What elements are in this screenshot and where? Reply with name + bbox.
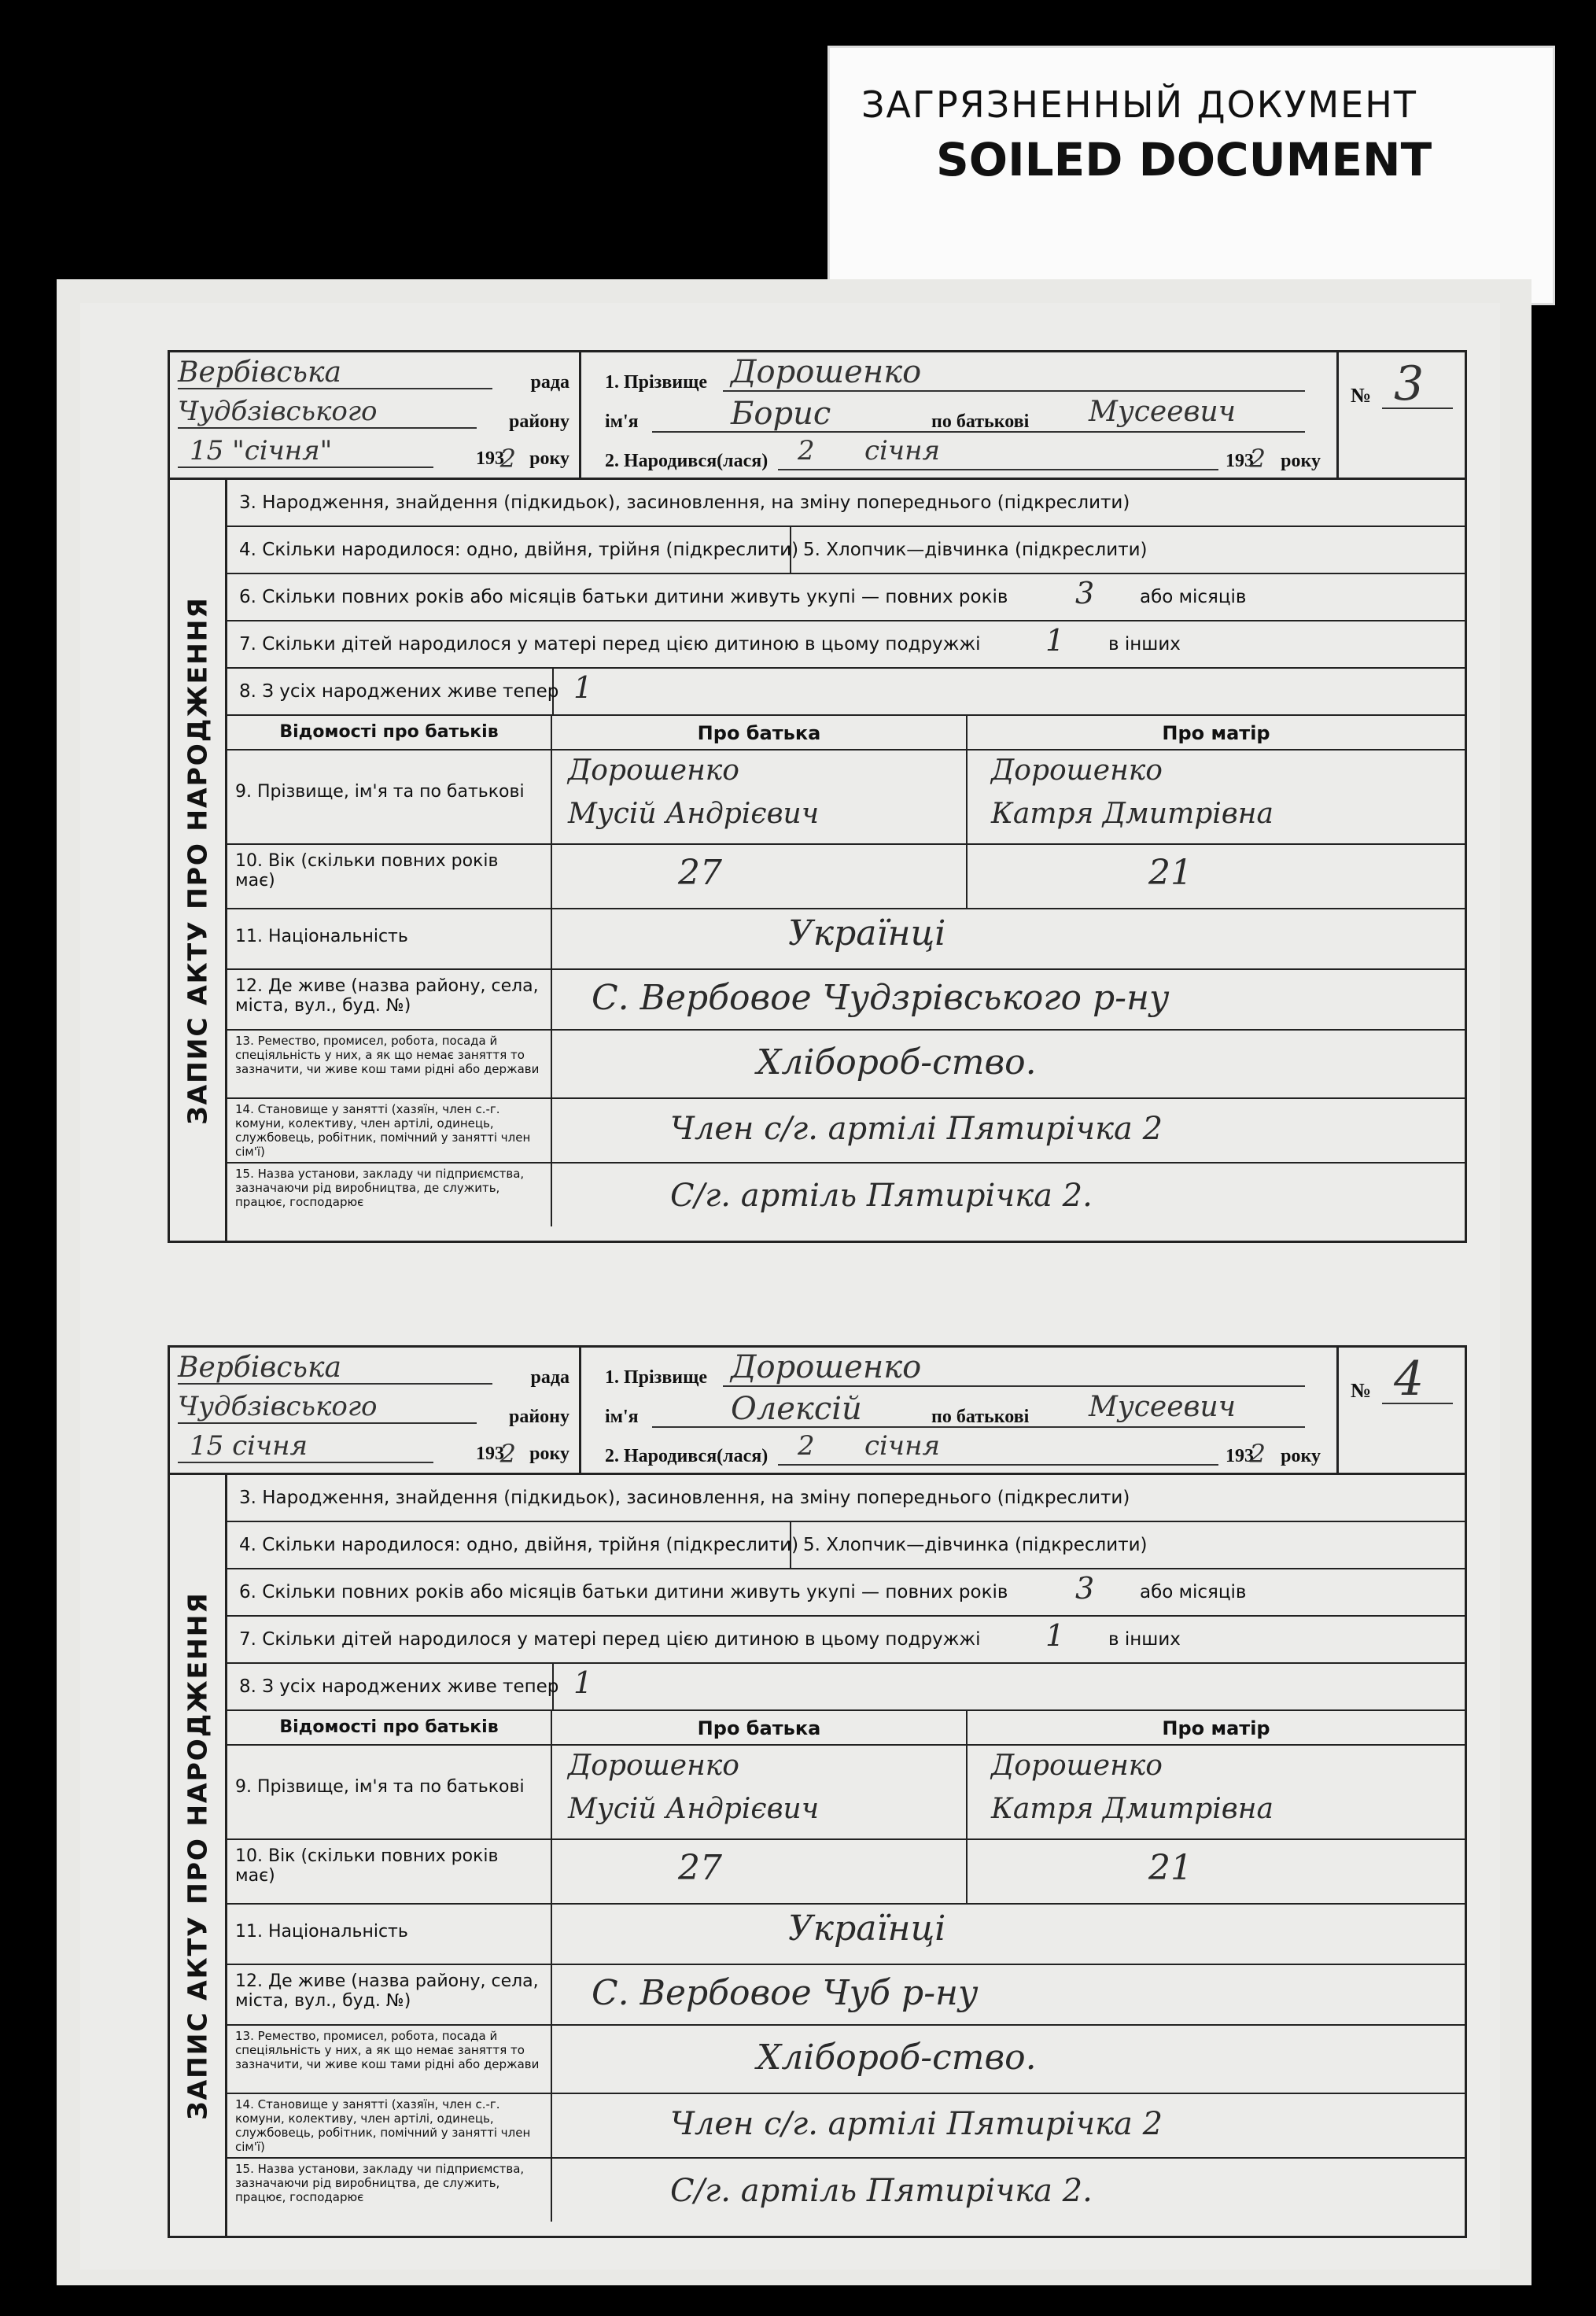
q6-years-value: 3 [1075,1571,1095,1606]
rada-label: рада [530,372,569,393]
father-name-value: Мусій Андрієвич [568,798,820,830]
mother-name-value: Катря Дмитрівна [991,798,1273,830]
q4-text: 4. Скільки народилося: одно, двійня, трійня (підкреслити) [239,1535,799,1555]
record-number-value: 3 [1394,356,1425,411]
father-surname-value: Дорошенко [568,754,739,787]
rayon-label: району [508,411,569,432]
q8-text: 8. З усіх народжених живе тепер [239,1676,559,1697]
parents-header: Відомості про батьків [227,716,552,749]
father-name-value: Мусій Андрієвич [568,1793,820,1825]
vertical-title: ЗАПИС АКТУ ПРО НАРОДЖЕННЯ [182,596,213,1125]
born-label: 2. Народився(лася) [605,451,769,471]
mother-name-value: Катря Дмитрівна [991,1793,1273,1825]
nationality-value: Українці [788,1908,946,1949]
parents-header: Відомості про батьків [227,1711,552,1744]
occupation-value: Хлібороб-ство. [757,2038,1037,2078]
record-header [168,350,1467,480]
q7-children-value: 1 [1045,623,1065,658]
born-roku-label: року [1281,451,1321,471]
patronymic-value: Мусеевич [1089,396,1237,428]
q8-text: 8. З усіх народжених живе тепер [239,681,559,702]
q6-text: 6. Скільки повних років або місяців батьки дитини живуть укупі — повних років [239,587,1008,607]
q7-text: 7. Скільки дітей народилося у матері перед цією дитиною в цьому подружжі [239,634,981,655]
district-value: Чудбзівського [178,396,378,427]
born-day-value: 2 [798,1430,815,1462]
year-prefix-label: 193 [476,448,504,469]
institution-value: С/г. артіль Пятирічка 2. [670,1178,1093,1214]
q7-children-value: 1 [1045,1618,1065,1653]
father-header: Про батька [552,716,968,749]
surname-value: Дорошенко [731,354,922,390]
q14-text: 14. Становище у занятті (хазяїн, член с.-г. комуни, колективу, член артілі, одинець, службовець, робітник, помічний у занятті член сім'ї) [227,2094,552,2157]
patronymic-value: Мусеевич [1089,1391,1237,1423]
position-value: Член с/г. артілі Пятирічка 2 [670,1111,1163,1147]
stamp-line-ru: ЗАГРЯЗНЕННЫЙ ДОКУМЕНТ [861,83,1417,126]
q13-text: 13. Ремество, промисел, робота, посада й спеціяльність у них, а як що немає заняття то зазначити, чи живе кош тами рідні або держави [227,1031,552,1097]
q3-text: 3. Народження, знайдення (підкидьок), засиновлення, на зміну попереднього (підкреслити) [239,492,1130,513]
rayon-label: району [508,1407,569,1427]
council-value: Вербівська [178,1352,341,1384]
q12-text: 12. Де живе (назва району, села, міста, вул., буд. №) [227,1965,552,2024]
mother-age-value: 21 [1148,853,1192,893]
year-suffix-value: 2 [499,444,516,474]
father-header: Про батька [552,1711,968,1744]
record-body [168,1475,1467,2238]
born-day-value: 2 [798,435,815,467]
born-month-value: січня [864,435,940,467]
position-value: Член с/г. артілі Пятирічка 2 [670,2106,1163,2142]
patronymic-label: по батькові [931,1407,1030,1427]
number-label: № [1351,1379,1372,1402]
nationality-value: Українці [788,913,946,953]
q11-text: 11. Національність [227,1905,552,1964]
name-value: Олексій [731,1391,862,1427]
year-suffix-value: 2 [499,1439,516,1469]
q3-text: 3. Народження, знайдення (підкидьок), засиновлення, на зміну попереднього (підкреслити) [239,1488,1130,1508]
q6-years-value: 3 [1075,576,1095,610]
institution-value: С/г. артіль Пятирічка 2. [670,2173,1093,2209]
born-label: 2. Народився(лася) [605,1446,769,1466]
residence-value: С. Вербовое Чудзрівського р-ну [592,978,1170,1018]
mother-header: Про матір [1162,722,1270,744]
q9-text: 9. Прізвище, ім'я та по батькові [227,1746,552,1838]
year-prefix-label: 193 [476,1444,504,1464]
born-roku-label: року [1281,1446,1321,1466]
rada-label: рада [530,1367,569,1388]
soiled-document-label [827,46,1555,305]
mother-header: Про матір [1162,1717,1270,1739]
vertical-title: ЗАПИС АКТУ ПРО НАРОДЖЕННЯ [182,1591,213,2120]
q14-text: 14. Становище у занятті (хазяїн, член с.-г. комуни, колективу, член артілі, одинець, службовець, робітник, помічний у занятті член сім'ї) [227,1099,552,1162]
q5-text: 5. Хлопчик—дівчинка (підкреслити) [803,1535,1148,1555]
q15-text: 15. Назва установи, закладу чи підприємства, зазначаючи рід виробництва, де служить, працює, господарює [227,2159,552,2222]
q7-other-label: в інших [1108,634,1181,655]
born-year-label: 193 [1226,451,1254,471]
q6-months-label: або місяців [1140,587,1247,607]
q6-text: 6. Скільки повних років або місяців батьки дитини живуть укупі — повних років [239,1582,1008,1602]
q15-text: 15. Назва установи, закладу чи підприємства, зазначаючи рід виробництва, де служить, працює, господарює [227,1164,552,1226]
name-label: ім'я [605,1407,639,1427]
birth-record-1 [109,350,1454,1243]
surname-label: 1. Прізвище [605,1367,708,1388]
born-year-label: 193 [1226,1446,1254,1466]
father-surname-value: Дорошенко [568,1750,739,1782]
occupation-value: Хлібороб-ство. [757,1042,1037,1082]
name-label: ім'я [605,411,639,432]
q9-text: 9. Прізвище, ім'я та по батькові [227,750,552,843]
surname-label: 1. Прізвище [605,372,708,393]
q11-text: 11. Національність [227,909,552,968]
surname-value: Дорошенко [731,1349,922,1385]
q4-text: 4. Скільки народилося: одно, двійня, трійня (підкреслити) [239,540,799,560]
stamp-line-en: SOILED DOCUMENT [936,133,1432,186]
q13-text: 13. Ремество, промисел, робота, посада й спеціяльність у них, а як що немає заняття то зазначити, чи живе кош тами рідні або держави [227,2026,552,2093]
date-value: 15 "січня" [190,435,333,467]
mother-surname-value: Дорошенко [991,754,1163,787]
mother-age-value: 21 [1148,1848,1192,1888]
name-value: Борис [731,396,831,432]
birth-record-2 [109,1345,1454,2242]
council-value: Вербівська [178,356,341,389]
father-age-value: 27 [678,853,722,893]
q8-alive-value: 1 [573,1665,593,1700]
roku-label: року [529,1444,569,1464]
born-year-suffix-value: 2 [1249,1439,1266,1469]
mother-surname-value: Дорошенко [991,1750,1163,1782]
q8-alive-value: 1 [573,670,593,705]
q6-months-label: або місяців [1140,1582,1247,1602]
record-header [168,1345,1467,1475]
district-value: Чудбзівського [178,1391,378,1422]
q10-text: 10. Вік (скільки повних років має) [227,845,552,908]
q12-text: 12. Де живе (назва району, села, міста, вул., буд. №) [227,970,552,1029]
q7-other-label: в інших [1108,1629,1181,1650]
born-year-suffix-value: 2 [1249,444,1266,474]
record-body [168,480,1467,1243]
patronymic-label: по батькові [931,411,1030,432]
roku-label: року [529,448,569,469]
record-number-value: 4 [1394,1352,1425,1407]
q10-text: 10. Вік (скільки повних років має) [227,1840,552,1903]
born-month-value: січня [864,1430,940,1462]
q5-text: 5. Хлопчик—дівчинка (підкреслити) [803,540,1148,560]
date-value: 15 січня [190,1430,308,1462]
q7-text: 7. Скільки дітей народилося у матері перед цією дитиною в цьому подружжі [239,1629,981,1650]
father-age-value: 27 [678,1848,722,1888]
number-label: № [1351,384,1372,407]
residence-value: С. Вербовое Чуб р-ну [592,1973,979,2013]
